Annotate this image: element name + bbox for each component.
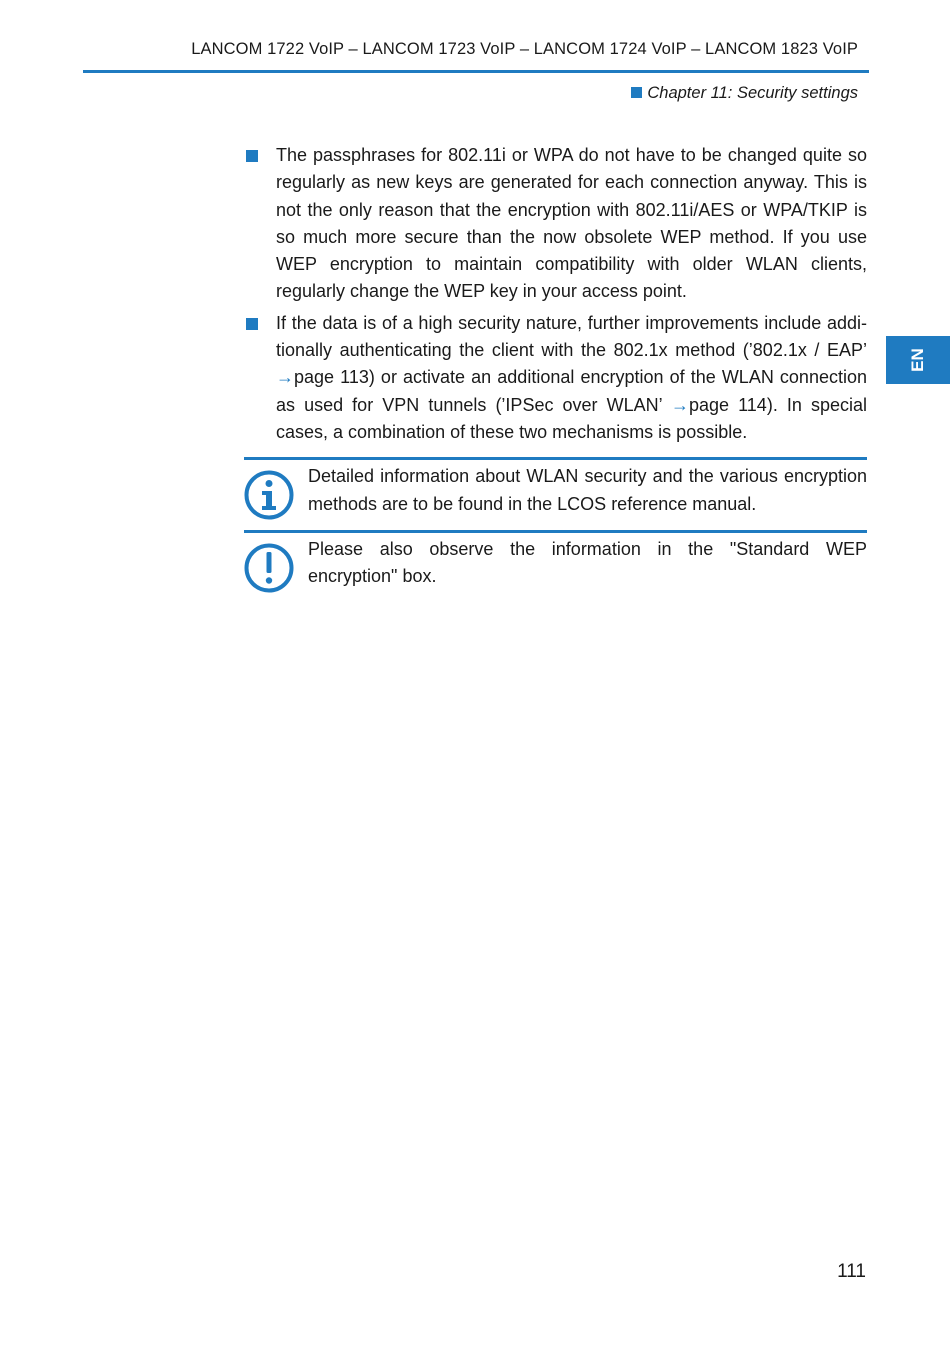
info-icon — [244, 470, 294, 520]
bullet-text — [276, 310, 867, 446]
chapter-bullet-icon — [631, 87, 642, 98]
warning-note-text: Please also observe the information in the "Standard WEP encryption" box. — [308, 538, 867, 587]
bullet-text-part: If the data is of a high security nature, further improvements include additionally authenticating the client with the 802.1x method (’802.1x / EAP’ — [276, 312, 867, 361]
bullet-square-icon — [246, 150, 258, 162]
header-rule — [83, 70, 869, 73]
info-note-text: Detailed information about WLAN security and the various encryption methods are to be found in the LCOS reference manual. — [308, 466, 867, 514]
cross-reference-arrow-icon: → — [671, 394, 690, 415]
bullet-item — [244, 142, 867, 306]
cross-reference-page-113[interactable]: page 113) or activate an additional encryption of the WLAN connection as used for VPN tunnels (’IPSec over WLAN’ — [276, 367, 867, 415]
chapter-heading — [631, 84, 858, 103]
bullet-item — [244, 310, 867, 446]
warning-icon — [244, 543, 294, 593]
chapter-label: Chapter 11: Security settings — [647, 84, 858, 102]
language-tab[interactable] — [886, 336, 950, 384]
bullet-square-icon — [246, 318, 258, 330]
running-header-title: LANCOM 1722 VoIP – LANCOM 1723 VoIP – LANCOM 1724 VoIP – LANCOM 1823 VoIP — [191, 40, 858, 58]
page-content — [244, 142, 867, 602]
cross-reference-arrow-icon: → — [276, 367, 294, 388]
cross-reference-page-114[interactable]: page 114). In special cases, a combination of these two mechanisms is possible. — [276, 394, 867, 442]
warning-note — [244, 530, 867, 603]
language-tab-label: EN — [908, 348, 927, 372]
info-note — [244, 457, 867, 530]
bullet-text: The passphrases for 802.11i or WPA do not have to be changed quite so regularly as new keys are generated for each connection anyway. This is not the only reason that the encryption with 802.11i/AES or WPA/TKIP is so much more secure than the now obsolete WEP method. If you use WEP encryption to maintain compatibility with older WLAN clients, regularly change the WEP key in your access point. — [276, 145, 867, 302]
page-number: 111 — [837, 1261, 866, 1282]
